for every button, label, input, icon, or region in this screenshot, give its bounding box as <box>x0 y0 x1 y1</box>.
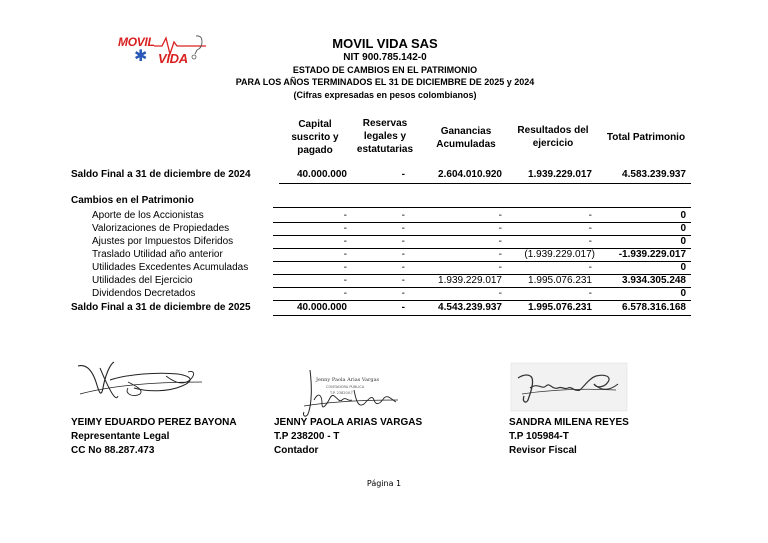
cell-total: -1.939.229.017 <box>618 249 686 260</box>
company-nit: NIT 900.785.142-0 <box>343 52 427 63</box>
row-label: Saldo Final a 31 de diciembre de 2025 <box>71 302 251 313</box>
signatory-legal-representative <box>71 416 237 458</box>
divider <box>273 207 691 208</box>
cell-reservas: - <box>401 169 405 180</box>
cell-ganancias: - <box>498 223 502 234</box>
signatory-name: YEIMY EDUARDO PEREZ BAYONA <box>71 417 237 428</box>
column-header-line: Capital <box>298 119 332 130</box>
stamp-text-line: Jenny Paola Arias Vargas <box>316 377 380 383</box>
column-header-reservas <box>350 117 420 156</box>
cell-reservas: - <box>401 288 405 299</box>
column-header-line: estatutarias <box>356 144 414 155</box>
row-label: Ajustes por Impuestos Diferidos <box>92 236 234 247</box>
cell-capital: - <box>343 275 347 286</box>
cell-total: 6.578.316.168 <box>622 302 686 313</box>
row-label: Utilidades Excedentes Acumuladas <box>92 262 249 273</box>
cell-capital: 40.000.000 <box>296 169 347 180</box>
section-title: Cambios en el Patrimonio <box>71 195 194 206</box>
cell-capital: - <box>343 288 347 299</box>
company-name: MOVIL VIDA SAS <box>332 36 438 51</box>
cell-total: 4.583.239.937 <box>622 169 686 180</box>
signatory-name: SANDRA MILENA REYES <box>509 417 629 428</box>
cell-ganancias: 2.604.010.920 <box>438 169 502 180</box>
cell-resultados: - <box>588 236 592 247</box>
signature-legal-representative <box>70 352 210 414</box>
cell-reservas: - <box>401 223 405 234</box>
cell-ganancias: - <box>498 236 502 247</box>
cell-capital: - <box>343 262 347 273</box>
column-header-line: Resultados del <box>517 125 589 136</box>
column-header-capital <box>282 118 348 157</box>
cell-total: 0 <box>680 210 686 221</box>
cell-reservas: - <box>401 262 405 273</box>
cell-reservas: - <box>401 210 405 221</box>
cell-total: 0 <box>680 262 686 273</box>
cell-resultados: - <box>588 210 592 221</box>
row-label: Valorizaciones de Propiedades <box>92 223 230 234</box>
cell-resultados: (1.939.229.017) <box>524 249 595 260</box>
cell-capital: - <box>343 210 347 221</box>
cell-total: 0 <box>680 288 686 299</box>
cell-resultados: 1.939.229.017 <box>528 169 592 180</box>
divider <box>273 300 691 301</box>
cell-resultados: - <box>588 223 592 234</box>
row-label: Aporte de los Accionistas <box>92 210 204 221</box>
cell-resultados: - <box>588 262 592 273</box>
signatory-role: Revisor Fiscal <box>509 445 577 456</box>
signatory-id: CC No 88.287.473 <box>71 445 155 456</box>
row-label: Dividendos Decretados <box>92 288 196 299</box>
logo-text-top: MOVIL <box>118 35 155 49</box>
column-header-ganancias <box>426 125 506 151</box>
page-number: Página 1 <box>366 479 402 488</box>
column-header-line: Acumuladas <box>436 139 496 150</box>
cell-capital: - <box>343 223 347 234</box>
cell-ganancias: - <box>498 288 502 299</box>
currency-note: (Cifras expresadas en pesos colombianos) <box>293 90 477 100</box>
cell-total: 0 <box>680 223 686 234</box>
signatory-id: T.P 238200 - T <box>274 431 340 442</box>
stamp-text-line: CONTADORA PÚBLICA <box>326 385 365 389</box>
column-header-line: suscrito y <box>291 132 339 143</box>
star-of-life-icon: ✱ <box>134 48 148 65</box>
column-header-line: ejercicio <box>532 138 574 149</box>
column-header-line: Reservas <box>362 118 408 129</box>
cell-reservas: - <box>401 236 405 247</box>
cell-resultados: 1.995.076.231 <box>528 302 592 313</box>
signature-accountant-with-stamp <box>298 360 408 422</box>
cell-ganancias: 1.939.229.017 <box>438 275 502 286</box>
signatory-role: Representante Legal <box>71 431 170 442</box>
column-header-line: legales y <box>363 131 407 142</box>
cell-total: 3.934.305.248 <box>622 275 686 286</box>
column-header-total <box>600 131 692 144</box>
column-header-line: pagado <box>297 145 333 156</box>
column-header-line: Ganancias <box>440 126 492 137</box>
cell-ganancias: - <box>498 210 502 221</box>
divider <box>273 315 691 316</box>
divider <box>279 183 691 184</box>
cell-capital: 40.000.000 <box>296 302 347 313</box>
row-label: Traslado Utilidad año anterior <box>92 249 223 260</box>
cell-ganancias: - <box>498 262 502 273</box>
statement-period: PARA LOS AÑOS TERMINADOS EL 31 DE DICIEMBRE DE 2025 y 2024 <box>235 77 535 87</box>
signatory-fiscal-auditor <box>509 416 629 458</box>
table-row-closing <box>71 302 691 315</box>
signatory-name: JENNY PAOLA ARIAS VARGAS <box>274 417 423 428</box>
cell-capital: - <box>343 236 347 247</box>
signatory-id: T.P 105984-T <box>509 431 569 442</box>
column-header-resultados <box>510 124 596 150</box>
cell-ganancias: 4.543.239.937 <box>438 302 502 313</box>
statement-title: ESTADO DE CAMBIOS EN EL PATRIMONIO <box>292 65 478 75</box>
cell-reservas: - <box>401 302 405 313</box>
cell-reservas: - <box>401 275 405 286</box>
cell-resultados: - <box>588 288 592 299</box>
signatory-role: Contador <box>274 445 319 456</box>
row-label: Utilidades del Ejercicio <box>92 275 193 286</box>
cell-reservas: - <box>401 249 405 260</box>
row-label: Saldo Final a 31 de diciembre de 2024 <box>71 169 251 180</box>
signatory-accountant <box>274 416 422 458</box>
stamp-text-line: T.P. 238200-T <box>330 391 354 395</box>
logo-text-bottom: VIDA <box>158 51 188 66</box>
table-row-opening <box>71 169 691 182</box>
column-header-line: Total Patrimonio <box>606 132 686 143</box>
cell-resultados: 1.995.076.231 <box>528 275 592 286</box>
signature-fiscal-auditor <box>508 360 632 414</box>
cell-total: 0 <box>680 236 686 247</box>
cell-ganancias: - <box>498 249 502 260</box>
cell-capital: - <box>343 249 347 260</box>
